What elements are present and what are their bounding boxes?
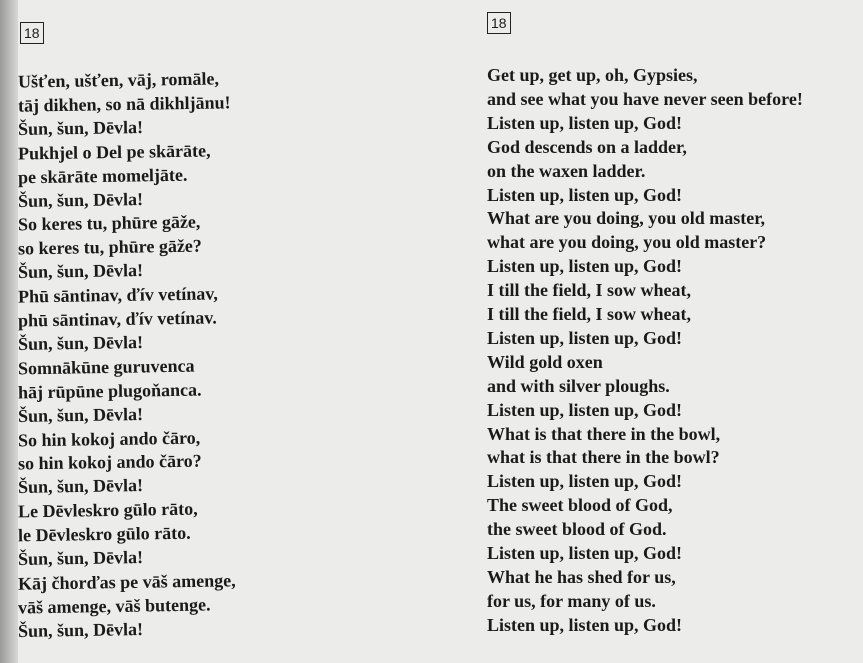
verse-line: what are you doing, you old master? (487, 232, 767, 253)
verse-line: I till the field, I sow wheat, (487, 304, 691, 324)
verse-line: Listen up, listen up, God! (487, 543, 683, 563)
verse-line: Get up, get up, oh, Gypsies, (487, 65, 698, 85)
verse-line: Šun, šun, Dēvla! (17, 475, 144, 498)
verse-line: so hin kokoj ando čāro? (17, 450, 202, 474)
verse-line: tāj dikhen, so nā dikhljānu! (17, 92, 231, 116)
verse-line: hāj rūpūne plugoňanca. (17, 379, 202, 403)
verse-line: Listen up, listen up, God! (487, 112, 683, 133)
verse-line: Listen up, listen up, God! (487, 399, 683, 420)
verse-line: Šun, šun, Dēvla! (17, 547, 144, 569)
verse-line: Ušťen, ušťen, vāj, romāle, (17, 68, 220, 92)
verse-line: So hin kokoj ando čāro, (17, 427, 201, 450)
verse-line: Le Dēvleskro gūlo rāto, (17, 498, 198, 522)
verse-line: phū sāntinav, ďív vetínav. (17, 307, 217, 331)
verse-line: vāš amenge, vāš butenge. (17, 594, 211, 618)
poem-number-box: 18 (20, 22, 44, 44)
verse-line: Listen up, listen up, God! (487, 614, 683, 635)
verse-line: God descends on a ladder, (487, 136, 687, 157)
verse-line: Šun, šun, Dēvla! (17, 403, 144, 426)
verse-line: Wild gold oxen (487, 351, 603, 372)
verse-line: Listen up, listen up, God! (487, 327, 683, 348)
verse-line: Šun, šun, Dēvla! (17, 260, 144, 283)
verse-line: Šun, šun, Dēvla! (17, 331, 144, 354)
verse-line: Listen up, listen up, God! (487, 184, 683, 205)
verse-line: Listen up, listen up, God! (487, 256, 683, 277)
verse-line: Kāj čhorďas pe vāš amenge, (17, 570, 236, 594)
verse-line: pe skārāte momeljāte. (17, 164, 188, 187)
page-gutter-shadow (0, 0, 18, 663)
english-poem-column (487, 0, 863, 663)
verse-line: Šun, šun, Dēvla! (17, 116, 144, 139)
verse-line: the sweet blood of God. (487, 519, 667, 540)
verse-line: and with silver ploughs. (487, 375, 670, 396)
verse-line: and see what you have never seen before! (487, 88, 803, 109)
verse-line: on the waxen ladder. (487, 160, 646, 181)
verse-line: I till the field, I sow wheat, (487, 280, 691, 301)
verse-line: for us, for many of us. (487, 590, 656, 611)
verse-line: what is that there in the bowl? (487, 447, 720, 468)
verse-line: Šun, šun, Dēvla! (17, 188, 144, 211)
romani-poem-column (18, 0, 458, 663)
verse-line: What he has shed for us, (487, 566, 676, 587)
verse-line: Somnākūne guruvenca (17, 355, 195, 379)
verse-line: so keres tu, phūre gāže? (17, 235, 202, 259)
verse-line: What is that there in the bowl, (487, 423, 721, 444)
verse-line: The sweet blood of God, (487, 495, 673, 516)
verse-line: le Dēvleskro gūlo rāto. (17, 522, 191, 546)
verse-line: Pukhjel o Del pe skārāte, (17, 140, 211, 164)
verse-line: Šun, šun, Dēvla! (17, 618, 144, 641)
poem-number-box: 18 (487, 12, 511, 34)
verse-line: Phū sāntinav, ďív vetínav, (17, 283, 218, 307)
verse-line: So keres tu, phūre gāže, (17, 211, 201, 235)
verse-line: Listen up, listen up, God! (487, 471, 683, 492)
verse-line: What are you doing, you old master, (487, 208, 766, 229)
